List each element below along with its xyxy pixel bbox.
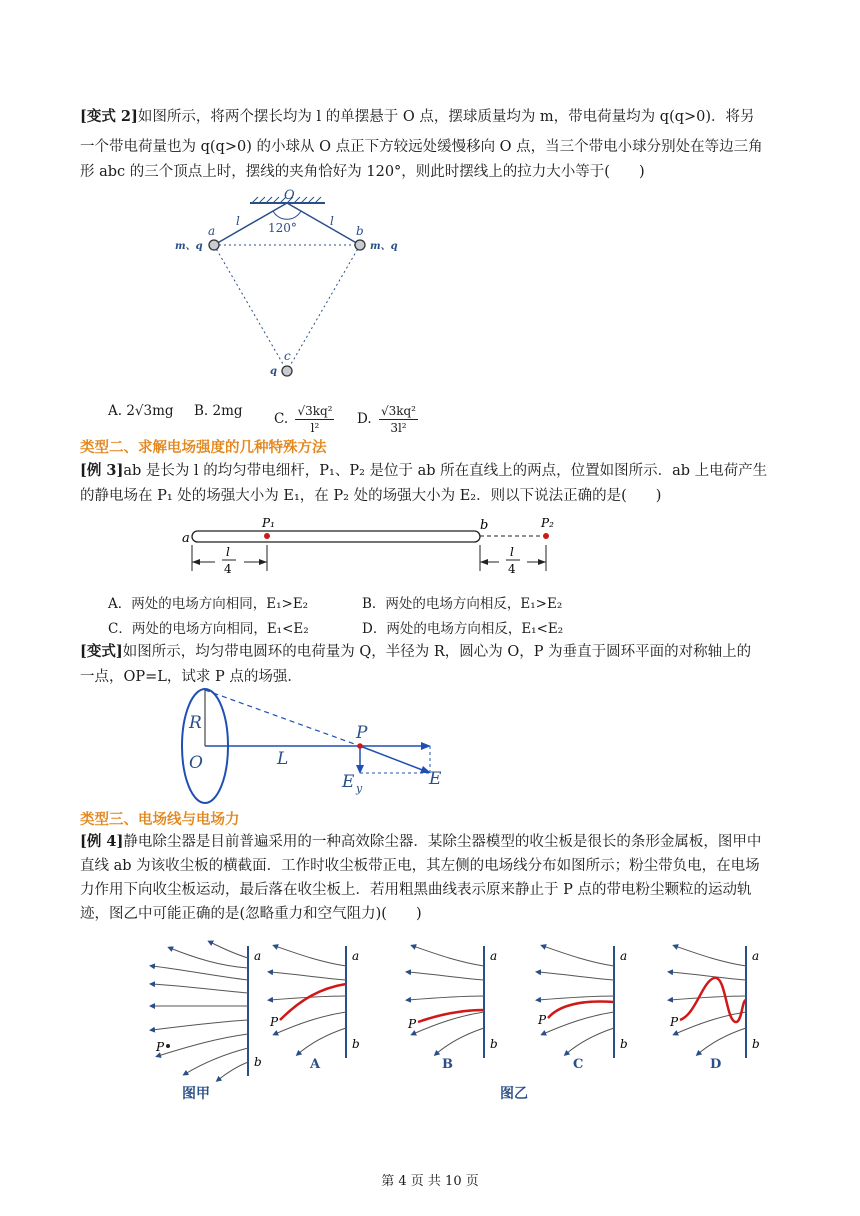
panel-A-label-P: P [270, 1015, 279, 1029]
example3-label: [例 3] [80, 462, 124, 479]
option-d-numerator: √3kq² [380, 404, 416, 418]
rod-frac-4-right: 4 [508, 562, 516, 576]
variant-ring-text1: 如图所示，均匀带电圆环的电荷量为 Q，半径为 R，圆心为 O，P 为垂直于圆环平面的对称轴上的 [122, 644, 752, 660]
variant2-label: [变式 2] [80, 108, 138, 125]
ring-label-E: E [429, 769, 442, 789]
rod-figure [180, 515, 580, 580]
ring-label-L: L [277, 749, 289, 769]
rod-label-p2: P₂ [541, 516, 554, 530]
variant2-option-a[interactable]: A. 2√3mg [108, 403, 174, 419]
option-d-letter: D. [357, 411, 372, 427]
variant2-line2: 一个带电荷量也为 q(q>0) 的小球从 O 点正下方较远处缓慢移向 O 点，当三个带电小球分别处在等边三角 [80, 139, 763, 155]
panel-yi-caption: 图乙 [500, 1086, 528, 1102]
rod-frac-4-left: 4 [224, 562, 232, 576]
panel-A-label-b: b [352, 1037, 360, 1051]
example3-line1 [80, 459, 780, 483]
example3-option-d[interactable]: D．两处的电场方向相反，E₁<E₂ [362, 621, 564, 637]
panel-A-caption: A [310, 1057, 321, 1072]
panel-B-label-a: a [490, 949, 498, 963]
variant-ring-line2: 一点，OP=L，试求 P 点的场强． [80, 669, 302, 685]
fig-label-b: b [356, 224, 364, 238]
fig-label-O: O [284, 188, 295, 203]
panel-D-label-P: P [670, 1015, 679, 1029]
panel-A-label-a: a [352, 949, 360, 963]
example3-text1: ab 是长为 l 的均匀带电细杆，P₁、P₂ 是位于 ab 所在直线上的两点，位置如图所示．ab 上电荷产生 [123, 463, 768, 479]
rod-label-b: b [480, 518, 489, 533]
example4-line3: 力作用下向收尘板运动，最后落在收尘板上．若用粗黑曲线表示原来静止于 P 点的带电粉尘颗粒的运动轨 [80, 882, 752, 898]
option-d-denominator: 3l² [390, 421, 407, 435]
panel-jia [152, 942, 262, 1102]
panel-A [269, 946, 360, 1072]
option-c-letter: C. [274, 411, 289, 427]
example4-text1: 静电除尘器是目前普遍采用的一种高效除尘器．某除尘器模型的收尘板是很长的条形金属板，图甲中 [123, 834, 762, 850]
example3-option-c[interactable]: C．两处的电场方向相同，E₁<E₂ [108, 621, 309, 637]
section3-heading: 类型三、电场线与电场力 [80, 812, 240, 828]
variant-ring-line1 [80, 640, 780, 664]
ring-label-R: R [189, 713, 202, 733]
variant2-line1 [80, 105, 780, 129]
fig-label-l-left: l [236, 214, 240, 228]
panel-jia-label-P: P [156, 1040, 165, 1054]
example3-option-b[interactable]: B．两处的电场方向相反，E₁>E₂ [362, 596, 563, 612]
rod-label-p1: P₁ [262, 516, 275, 530]
ring-figure [175, 686, 455, 806]
fig-angle-120: 120° [268, 221, 297, 235]
variant2-option-c[interactable] [274, 403, 334, 436]
panel-jia-caption: 图甲 [182, 1086, 210, 1102]
panel-jia-label-b: b [254, 1055, 262, 1069]
panel-B [407, 946, 498, 1072]
variant2-line3: 形 abc 的三个顶点上时，摆线的夹角恰好为 120°，则此时摆线上的拉力大小等于( ) [80, 164, 645, 180]
fig-label-l-right: l [330, 214, 334, 228]
variant2-text1: 如图所示，将两个摆长均为 l 的单摆悬于 O 点，摆球质量均为 m，带电荷量均为 q(q>0)．将另 [137, 109, 755, 125]
panel-C [537, 946, 628, 1072]
example3-line2: 的静电场在 P₁ 处的场强大小为 E₁，在 P₂ 处的场强大小为 E₂．则以下说法正确的是( ) [80, 488, 662, 504]
section2-heading: 类型二、求解电场强度的几种特殊方法 [80, 440, 327, 456]
fig-label-mq-right: m、q [370, 241, 398, 252]
example4-line1 [80, 830, 780, 854]
fig-label-mq-left: m、q [175, 241, 203, 252]
page-footer: 第 4 页 共 10 页 [381, 1174, 479, 1189]
panel-D [669, 946, 760, 1072]
fig-label-c: c [284, 349, 291, 363]
dust-collector-figure [140, 938, 780, 1108]
example4-label: [例 4] [80, 833, 124, 850]
pendulum-figure [170, 185, 410, 385]
panel-D-label-b: b [752, 1037, 760, 1051]
example3-option-a[interactable]: A．两处的电场方向相同，E₁>E₂ [108, 596, 309, 612]
rod-frac-l-right: l [510, 545, 514, 559]
panel-C-label-P: P [538, 1013, 547, 1027]
rod-frac-l-left: l [226, 545, 230, 559]
example4-line2: 直线 ab 为该收尘板的横截面．工作时收尘板带正电，其左侧的电场线分布如图所示；粉尘带负电，在电场 [80, 858, 760, 874]
panel-B-label-P: P [408, 1017, 417, 1031]
panel-B-label-b: b [490, 1037, 498, 1051]
panel-B-caption: B [442, 1057, 453, 1072]
example4-line4: 迹，图乙中可能正确的是(忽略重力和空气阻力)( ) [80, 906, 422, 922]
panel-C-caption: C [573, 1057, 584, 1072]
option-c-numerator: √3kq² [297, 404, 333, 418]
option-c-denominator: l² [310, 421, 320, 435]
panel-C-label-a: a [620, 949, 628, 963]
rod-label-a: a [182, 531, 190, 546]
panel-D-caption: D [710, 1057, 722, 1072]
fig-label-a: a [208, 224, 216, 238]
variant-ring-label: [变式] [80, 643, 123, 660]
variant2-option-d[interactable] [357, 403, 418, 436]
ring-label-O: O [189, 753, 203, 773]
panel-jia-label-a: a [254, 949, 262, 963]
panel-C-label-b: b [620, 1037, 628, 1051]
ring-label-Ey-sub: y [356, 782, 363, 795]
variant2-option-b[interactable]: B. 2mg [194, 403, 243, 419]
panel-D-label-a: a [752, 949, 760, 963]
ring-label-Ey: E [342, 772, 355, 792]
fig-label-q-bottom: q [270, 366, 277, 377]
ring-label-P: P [356, 723, 368, 743]
